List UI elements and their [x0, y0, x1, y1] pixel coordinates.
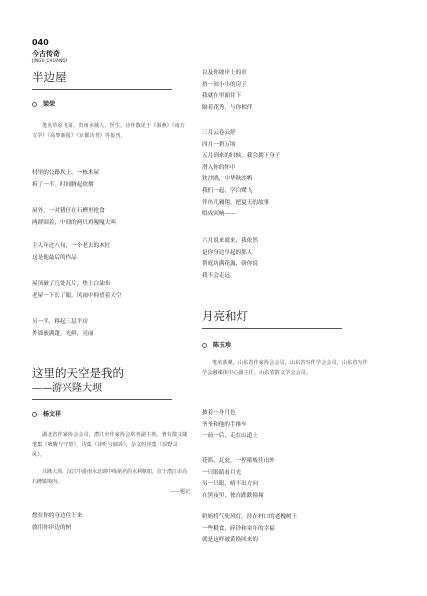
poem-line: 就用你岸边的树 — [32, 524, 72, 531]
poem1-author: 梁荣 — [43, 101, 56, 108]
poem2-subtitle: ——游兴隆大坝 — [32, 383, 102, 394]
poem-line: 一只眼睛看月光 — [202, 469, 242, 476]
poem-line: 两群围着，中间的两只鸡嘎嘎大叫 — [32, 219, 116, 226]
poem1-stanza-3 — [32, 241, 110, 264]
poem-line: 奶奶将气死风灯，挂在村口的老槐树上 — [202, 514, 298, 520]
poem-line: 外墙嵌满蓬，光鲜，亮丽 — [32, 330, 94, 337]
poem-line: 捂一间小小的房子 — [202, 81, 247, 88]
poem3-author-line — [202, 340, 231, 349]
poem2-rule — [32, 399, 172, 400]
poem3-stanza-2 — [202, 456, 275, 502]
poem-line: 帮庭坊满花露，研你说 — [202, 261, 258, 268]
poem2-stanza-1 — [32, 511, 82, 534]
poem-line: 披着一身月色 — [202, 410, 236, 416]
poem1-title: 半边屋 — [32, 70, 67, 84]
poem-line: 另一半，移起三层平房 — [32, 319, 88, 325]
poem-line: 花篮，瓦瓮，一捏箍贩往山外 — [202, 458, 275, 464]
poem1-bio: 笔名草原飞哥，贵州水城人，医生。诗作散见于《海燕》《南方文学》《高黎新报》《京都诗刊》等报刊。 — [32, 123, 186, 140]
poem3-stanza-1 — [202, 408, 258, 443]
poem2-author: 杨文祥 — [43, 411, 62, 418]
poem3-author: 陈玉珍 — [213, 342, 232, 349]
poem1-stanza-7 — [202, 128, 280, 221]
magazine-pinyin: JINGU CHUANQI — [32, 58, 68, 63]
poem-line: 三月云卷云舒 — [202, 130, 236, 136]
poem-line: 另一只眼，晴不出方向 — [202, 481, 258, 488]
poem1-stanza-6 — [202, 68, 252, 114]
poem3-bio: 笔名蓝翼，山东省作家协会会员，山东省写作学会会员，山东省写作学会融媒体中心副主任，山东省散文学会会员。 — [202, 360, 369, 377]
poem1-stanza-4 — [32, 279, 122, 302]
poem-line: 我就在里面住下 — [202, 93, 242, 100]
poem-line: 狄沙鸥，中华秋沙鸭 — [202, 176, 253, 183]
poem2-author-line — [32, 409, 61, 418]
poem-line: 我们一起，学白鹭飞 — [202, 187, 253, 194]
bullet-icon — [32, 102, 37, 107]
poem-line: 老屋一下长了眼，风雨中仰望着天空 — [32, 292, 122, 299]
poem1-rule — [32, 89, 172, 90]
poem-line: 想在你的身边住下来 — [32, 513, 83, 519]
poem-line: 是你身边早起的那人 — [202, 249, 253, 256]
poem-line: 伴鱼儿翱翔，把夏天的故事 — [202, 199, 270, 206]
poem-line: 一前一后，走在山道上 — [202, 433, 258, 440]
poem-line: 唱成回响—— — [202, 211, 236, 218]
poem-line: 一些粮食，碎钞和童年的幸福 — [202, 525, 275, 532]
poem1-stanza-8 — [202, 236, 258, 282]
poem-line: 以及你坡岸上的章 — [202, 70, 247, 76]
bullet-icon — [202, 343, 207, 348]
poem-line: 五月到来的时候，我会拥下身子 — [202, 153, 281, 160]
poem3-stanza-3 — [202, 512, 297, 547]
poem1-stanza-1 — [32, 168, 99, 191]
poem1-author-line — [32, 99, 55, 108]
poem-line: 主人年过八旬，一个老去的木匠 — [32, 243, 111, 249]
poem-line: 在黑夜里，独自跌跌撞撞 — [202, 492, 264, 499]
page-number: 040 — [32, 38, 49, 47]
poem3-title: 月亮和灯 — [202, 309, 248, 323]
poem-line: 隔着花秀，与你相伴 — [202, 104, 253, 111]
poem-line: 就是这样被黄换回来的 — [202, 537, 258, 544]
poem-line: 村里的公路坎上，一栋木屋 — [32, 170, 100, 176]
poem1-stanza-2 — [32, 206, 116, 229]
poem1-stanza-5 — [32, 317, 94, 340]
bullet-icon — [32, 412, 37, 417]
poem2-epigraph-sign: ——题记 — [169, 489, 190, 495]
poem2-epigraph: 兴隆大坝，汉江中游南水北调中线第名的水利枢纽，位于潜江市高石碑镇境内。 — [32, 469, 188, 486]
poem-line: 爷爷和他的手推车 — [202, 421, 247, 428]
poem-line: 拆了一半。时间腾起炊烟 — [32, 181, 94, 188]
poem-line: 这是他最后的作品 — [32, 254, 77, 261]
poem3-rule — [202, 328, 342, 329]
poem-line: 我不会走远 — [202, 272, 230, 279]
poem-line: 四月一碧万顷 — [202, 141, 236, 148]
poem-line: 六月说来就来，我依然 — [202, 238, 258, 244]
poem-line: 屋顶破了几处瓦片，垫上白油布 — [32, 281, 111, 287]
poem-line: 屋外，一对猪仔在石槽里抢食 — [32, 208, 105, 214]
poem-line: 潜入你的怀中 — [202, 164, 236, 171]
poem2-bio: 湖北省作家协会会员，潜江市作家协会常务副主席。著有散文随笔集《吸嗨与守望》，诗集《诗听与倾诉》，杂文时评集《原野灵风》。 — [32, 432, 188, 459]
poem2-title: 这里的天空是我的 — [32, 366, 124, 380]
magazine-title: 今古传奇 — [32, 50, 60, 58]
